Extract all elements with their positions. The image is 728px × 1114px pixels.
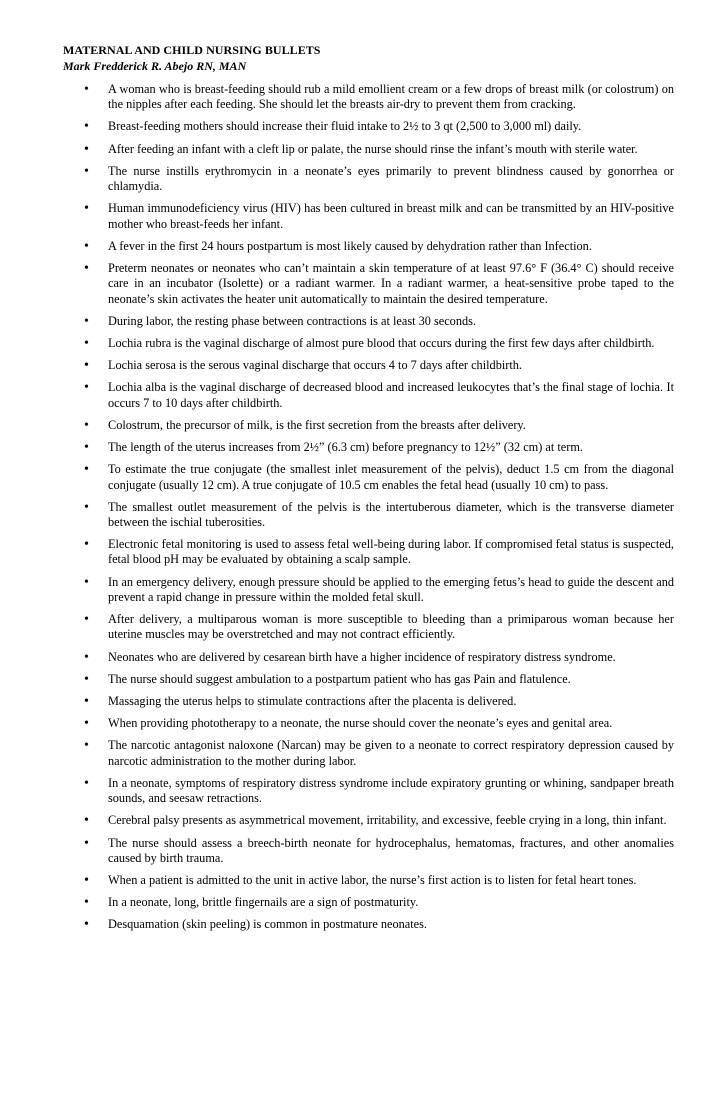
bullet-item: • Desquamation (skin peeling) is common in postmature neonates. [84,917,674,932]
document-title: MATERNAL AND CHILD NURSING BULLETS [63,43,321,57]
bullet-item: • When providing phototherapy to a neonate, the nurse should cover the neonate’s eyes and genital area. [84,716,674,731]
bullet-item: • In an emergency delivery, enough pressure should be applied to the emerging fetus’s head to guide the descent and prevent a rapid change in pressure within the molded fetal skull. [84,575,674,606]
bullet-item: • Electronic fetal monitoring is used to assess fetal well-being during labor. If compromised fetal status is suspected, fetal blood pH may be evaluated by obtaining a scalp sample. [84,537,674,568]
bullet-item: • The smallest outlet measurement of the pelvis is the intertuberous diameter, which is the transverse diameter between the ischial tuberosities. [84,500,674,531]
bullet-item: • Lochia rubra is the vaginal discharge of almost pure blood that occurs during the first few days after childbirth. [84,336,674,351]
bullet-item: • Cerebral palsy presents as asymmetrical movement, irritability, and excessive, feeble crying in a long, thin infant. [84,813,674,828]
bullet-item: • Human immunodeficiency virus (HIV) has been cultured in breast milk and can be transmitted by an HIV-positive mother who breast-feeds her infant. [84,201,674,232]
bullet-item: • During labor, the resting phase between contractions is at least 30 seconds. [84,314,674,329]
bullet-item: • The nurse should assess a breech-birth neonate for hydrocephalus, hematomas, fractures, and other anomalies caused by birth trauma. [84,836,674,867]
bullet-item: • After delivery, a multiparous woman is more susceptible to bleeding than a primiparous woman because her uterine muscles may be overstretched and may not contract efficiently. [84,612,674,643]
bullet-item: • After feeding an infant with a cleft lip or palate, the nurse should rinse the infant’s mouth with sterile water. [84,142,674,157]
bullet-item: • Massaging the uterus helps to stimulate contractions after the placenta is delivered. [84,694,674,709]
bullet-item: • Colostrum, the precursor of milk, is the first secretion from the breasts after delivery. [84,418,674,433]
bullet-item: • Breast-feeding mothers should increase their fluid intake to 2½ to 3 qt (2,500 to 3,000 ml) daily. [84,119,674,134]
document-header [63,42,673,74]
bullet-item: • The length of the uterus increases from 2½” (6.3 cm) before pregnancy to 12½” (32 cm) at term. [84,440,674,455]
bullet-item: • A fever in the first 24 hours postpartum is most likely caused by dehydration rather than Infection. [84,239,674,254]
bullet-item: • Neonates who are delivered by cesarean birth have a higher incidence of respiratory distress syndrome. [84,650,674,665]
bullet-item: • Preterm neonates or neonates who can’t maintain a skin temperature of at least 97.6° F (36.4° C) should receive care in an incubator (Isolette) or a radiant warmer. In a radiant warmer, a heat-sensitive probe taped to the neonate’s skin activates the heater unit automatically to maintain the desired temperature. [84,261,674,307]
document-author: Mark Fredderick R. Abejo RN, MAN [63,59,247,73]
bullet-item: • When a patient is admitted to the unit in active labor, the nurse’s first action is to listen for fetal heart tones. [84,873,674,888]
bullet-item: • Lochia serosa is the serous vaginal discharge that occurs 4 to 7 days after childbirth. [84,358,674,373]
bullet-item: • The nurse should suggest ambulation to a postpartum patient who has gas Pain and flatulence. [84,672,674,687]
bullet-item: • In a neonate, symptoms of respiratory distress syndrome include expiratory grunting or whining, sandpaper breath sounds, and seesaw retractions. [84,776,674,807]
bullet-item: • To estimate the true conjugate (the smallest inlet measurement of the pelvis), deduct 1.5 cm from the diagonal conjugate (usually 12 cm). A true conjugate of 10.5 cm enables the fetal head (usually 10 cm) to pass. [84,462,674,493]
bullet-item: • Lochia alba is the vaginal discharge of decreased blood and increased leukocytes that’s the final stage of lochia. It occurs 7 to 10 days after childbirth. [84,380,674,411]
bullet-item: • The narcotic antagonist naloxone (Narcan) may be given to a neonate to correct respiratory depression caused by narcotic administration to the mother during labor. [84,738,674,769]
bullet-item: • A woman who is breast-feeding should rub a mild emollient cream or a few drops of breast milk (or colostrum) on the nipples after each feeding. She should let the breasts air-dry to prevent them from cracking. [84,82,674,113]
bullet-item: • In a neonate, long, brittle fingernails are a sign of postmaturity. [84,895,674,910]
bullet-list [84,82,674,940]
bullet-item: • The nurse instills erythromycin in a neonate’s eyes primarily to prevent blindness caused by gonorrhea or chlamydia. [84,164,674,195]
